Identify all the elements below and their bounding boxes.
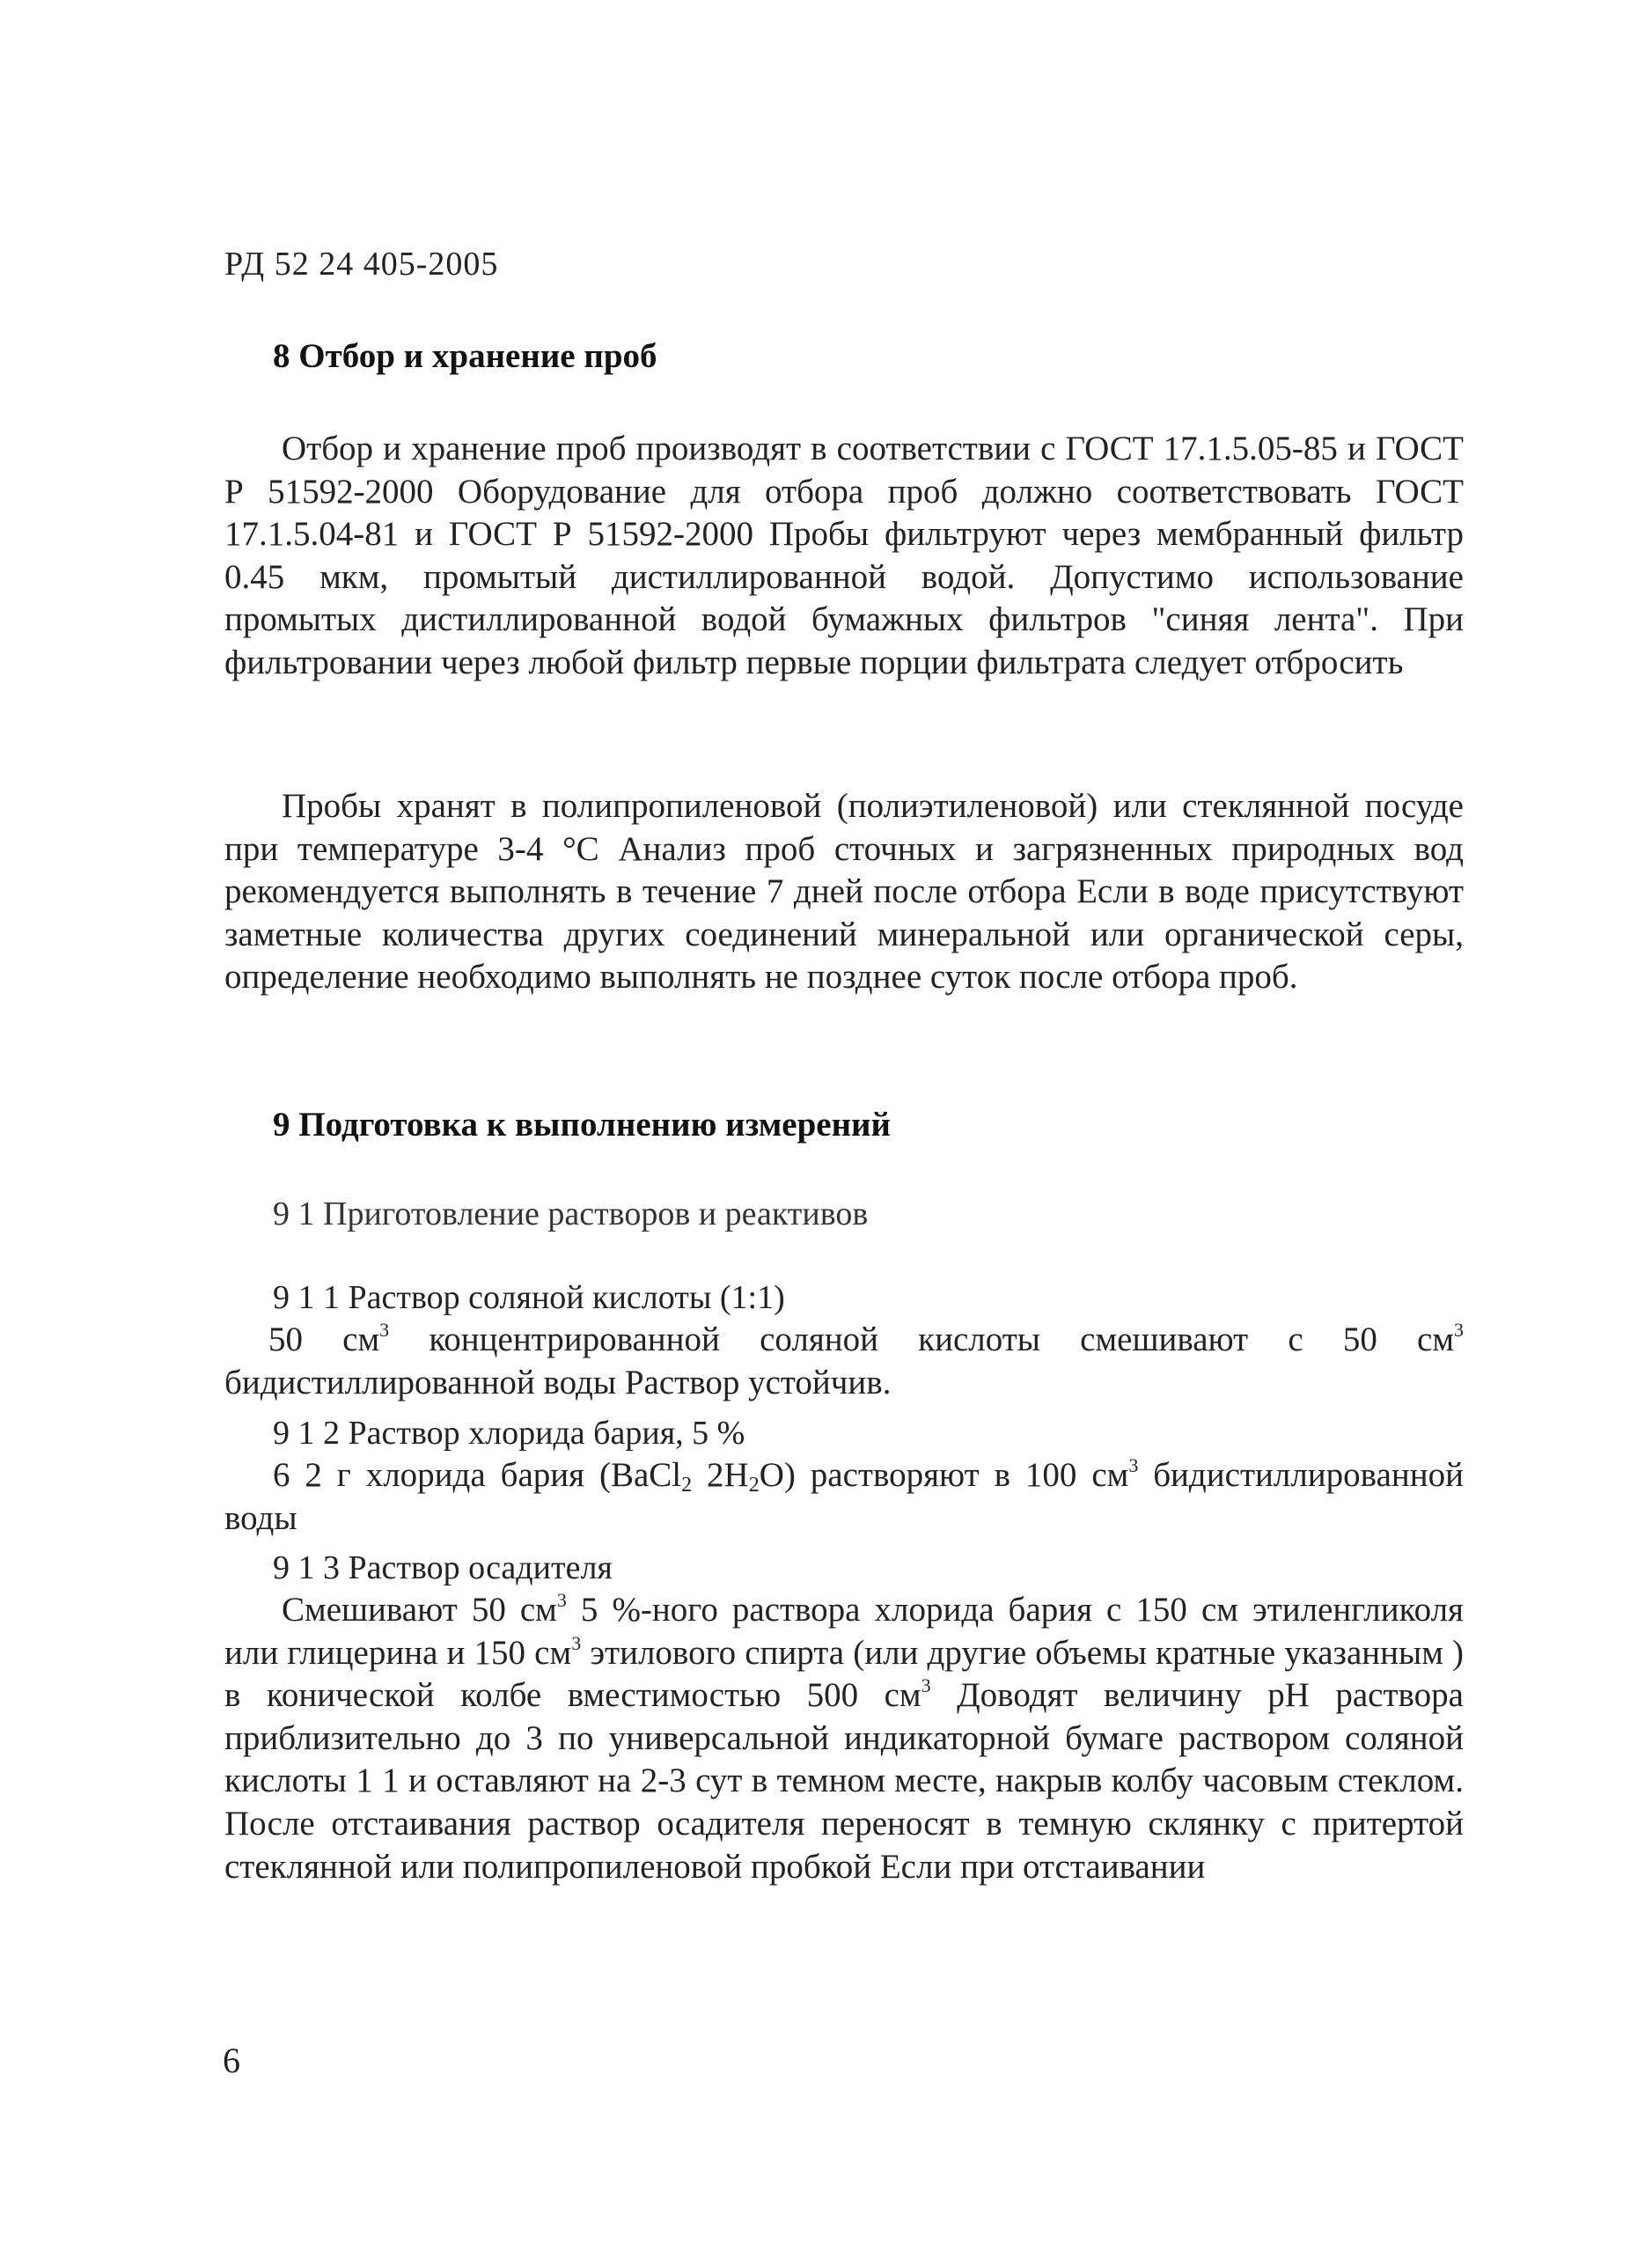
subscript: 2: [748, 1474, 760, 1497]
item-9-1-3-text: [224, 1589, 1464, 1888]
text-span: 6 2 г хлорида бария (BaCl: [273, 1456, 682, 1494]
text-span: O) растворяют в 100 см: [759, 1456, 1129, 1494]
text-span: 2H: [692, 1456, 749, 1494]
superscript: 3: [921, 1674, 931, 1697]
item-9-1-1-label: 9 1 1 Раствор соляной кислоты (1:1): [273, 1279, 785, 1316]
text-span: концентрированной соляной кислоты смешивают с 50 см: [389, 1320, 1454, 1358]
subsection-9-1-heading: 9 1 Приготовление растворов и реактивов: [273, 1195, 869, 1232]
superscript: 3: [1128, 1454, 1139, 1476]
subscript: 2: [681, 1474, 693, 1497]
superscript: 3: [379, 1319, 390, 1341]
superscript: 3: [1454, 1319, 1464, 1341]
item-9-1-3: [224, 1547, 1464, 1888]
item-9-1-2-text: [224, 1454, 1464, 1540]
storage-paragraph: Пробы хранят в полипропиленовой (полиэтиленовой) или стеклянной посуде при температуре 3-4 °С Анализ проб сточных и загрязненных природных вод рекомендуется выполнять в течение 7 дней после отбора Если в воде присутствуют заметные количества других соединений минеральной или органической серы, определение необходимо выполнять не позднее суток после отбора проб.: [224, 787, 1464, 997]
text-span: 5 %-ного раствора хлорида бария с 150 см этиленгликоля или глицерина и 150 см: [224, 1591, 1464, 1672]
item-9-1-1: [224, 1276, 1464, 1404]
text-span: Доводят величину pH раствора приблизительно до 3 по универсальной индикаторной бумаге раствором соляной кислоты 1 1 и оставляют на 2-3 сут в темном месте, накрыв колбу часовым стеклом. После отстаивания раствор осадителя переносят в темную склянку с притертой стеклянной или полипропиленовой пробкой Если при отстаивании: [224, 1676, 1464, 1886]
text-span: этилового спирта (или другие объемы кратные указанным ) в конической колбе вместимостью 500 см: [224, 1633, 1464, 1715]
section-9-heading: 9 Подготовка к выполнению измерений: [273, 1106, 891, 1144]
document-code: РД 52 24 405-2005: [224, 246, 499, 283]
text-span: Смешивают 50 см: [282, 1591, 557, 1629]
item-9-1-1-text: [224, 1319, 1464, 1404]
superscript: 3: [556, 1589, 567, 1611]
page-number: 6: [223, 2041, 240, 2080]
superscript: 3: [571, 1631, 582, 1654]
item-9-1-2: [224, 1412, 1464, 1540]
text-span: 50 см: [268, 1320, 380, 1358]
sampling-paragraph: Отбор и хранение проб производят в соответствии с ГОСТ 17.1.5.05-85 и ГОСТ Р 51592-2000 Оборудование для отбора проб должно соответствовать ГОСТ 17.1.5.04-81 и ГОСТ Р 51592-2000 Пробы фильтруют через мембранный фильтр 0.45 мкм, промытый дистиллированной водой. Допустимо использование промытых дистиллированной водой бумажных фильтров "синяя лента". При фильтровании через любой фильтр первые порции фильтрата следует отбросить: [224, 430, 1464, 681]
item-9-1-2-label: 9 1 2 Раствор хлорида бария, 5 %: [273, 1415, 745, 1452]
section-8-heading: 8 Отбор и хранение проб: [273, 337, 657, 375]
item-9-1-3-label: 9 1 3 Раствор осадителя: [273, 1549, 613, 1586]
text-span: бидистиллированной воды: [224, 1456, 1464, 1537]
text-span: бидистиллированной воды Раствор устойчив.: [224, 1363, 892, 1401]
